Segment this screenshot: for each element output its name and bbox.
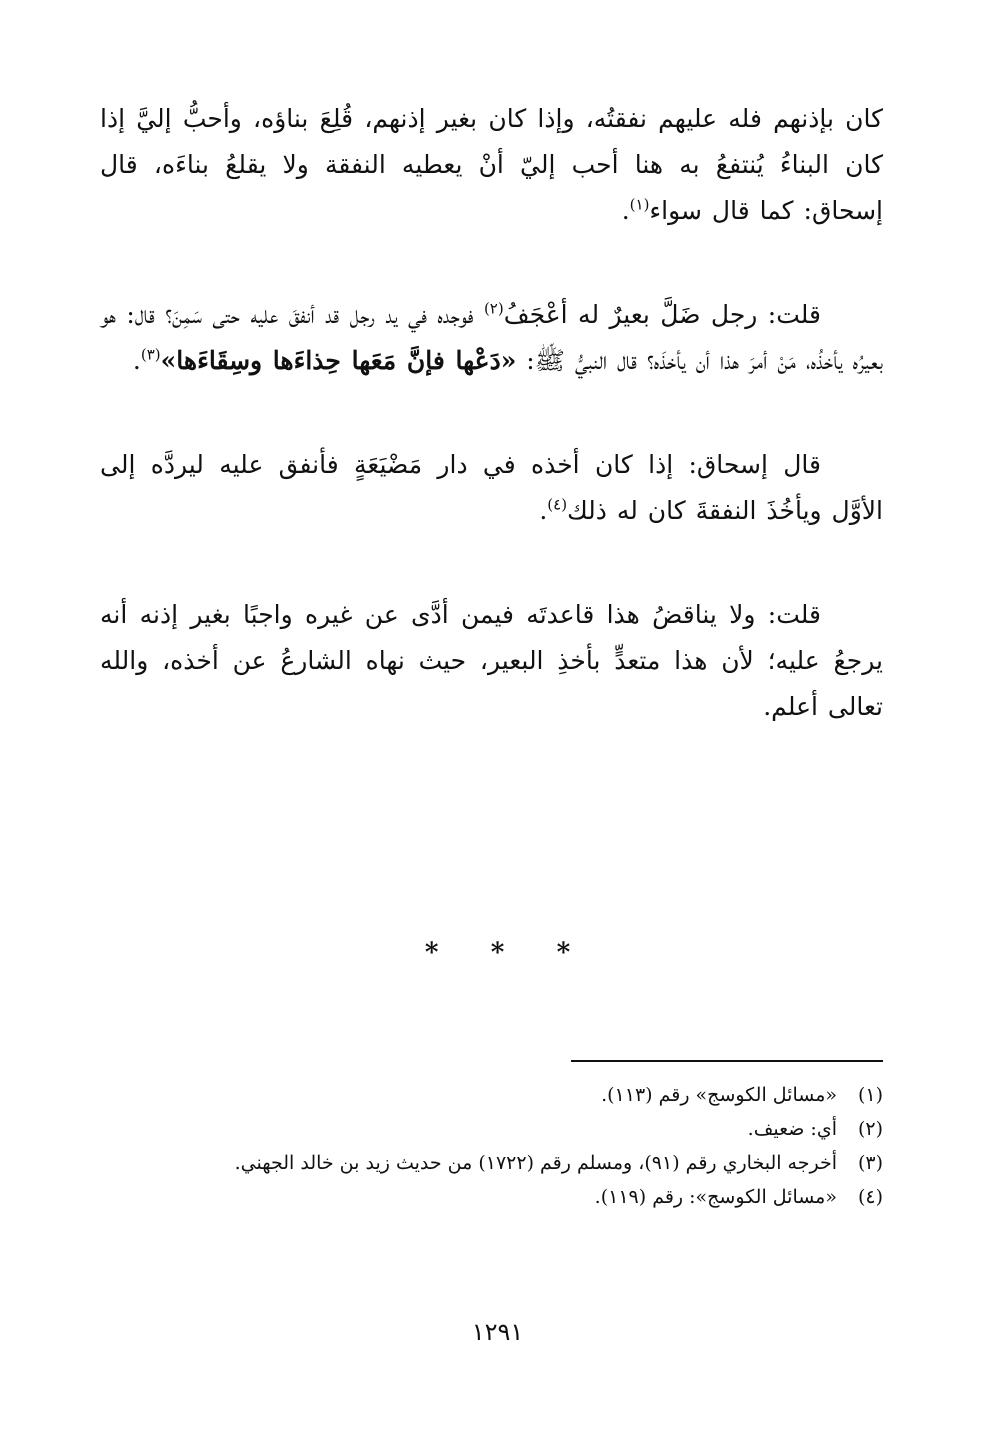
page-number: ١٢٩١ [471,1318,524,1346]
paragraph-4-text: قلت: ولا يناقضُ هذا قاعدتَه فيمن أدَّى عن غيره واجبًا بغير إذنه أنه يرجعُ عليه؛ لأن هذا متعدٍّ بأخذِ البعير، حيث نهاه الشارعُ عن أخذه، والله تعالى أعلم. [100,600,883,721]
footnote-item [100,1112,883,1146]
footnote-item [100,1180,883,1214]
separator-star: * [490,938,505,968]
paragraph-2 [100,292,883,384]
footnote-number: (٢) [857,1118,883,1140]
separator-star: * [424,938,439,968]
separator-star: * [556,938,571,968]
footnote-text: أي: ضعيف. [747,1118,837,1140]
footnote-divider [571,1060,883,1062]
footnote-number: (٣) [857,1152,883,1174]
footnotes-list [100,1078,883,1214]
paragraph-2-tail: . [132,346,141,375]
footnote-text: «مسائل الكوسج» رقم (١١٣). [601,1084,837,1106]
footnote-ref-3[interactable]: (٣) [140,345,161,364]
footnote-ref-2[interactable]: (٢) [483,299,504,318]
footnote-text: «مسائل الكوسج»: رقم (١١٩). [594,1186,837,1208]
footnote-number: (١) [857,1084,883,1106]
footnote-ref-1[interactable]: (١) [629,195,650,214]
hadith-quote: «دَعْها فإنَّ مَعَها حِذاءَها وسِقَاءَها» [160,346,517,375]
footnote-item [100,1146,883,1180]
paragraph-3 [100,442,883,534]
paragraph-1 [100,96,883,234]
paragraph-3-text: قال إسحاق: إذا كان أخذه في دار مَضْيَعَةٍ فأنفق عليه ليردَّه إلى الأوَّل ويأخُذَ النفقةَ كان له ذلك [100,450,883,525]
paragraph-2-text: قلت: رجل ضَلَّ بعيرٌ له أعْجَفُ [503,300,822,329]
section-separator [0,938,995,968]
paragraph-2-text-cont: فوجده في يد رجل قد أنفقَ عليه حتى سَمِنَ؟ قال: هو بعيرُه يأخذُه، مَنْ أمرَ هذا أن يأخذَه؟ قال النبيُّ ﷺ: [100,300,883,375]
footnote-number: (٤) [857,1186,883,1208]
footnote-item [100,1078,883,1112]
paragraph-3-tail: . [539,496,548,525]
paragraph-1-text: كان بإذنهم فله عليهم نفقتُه، وإذا كان بغير إذنهم، قُلِعَ بناؤه، وأحبُّ إليَّ إذا كان البناءُ يُنتفعُ به هنا أحب إليّ أنْ يعطيه النفقة ولا يقلعُ بناءَه، قال إسحاق: كما قال سواء [100,104,883,225]
footnote-ref-4[interactable]: (٤) [547,495,568,514]
main-text [100,96,883,730]
footnote-text: أخرجه البخاري رقم (٩١)، ومسلم رقم (١٧٢٢) من حديث زيد بن خالد الجهني. [234,1152,837,1174]
paragraph-1-tail: . [621,196,630,225]
paragraph-4 [100,592,883,730]
